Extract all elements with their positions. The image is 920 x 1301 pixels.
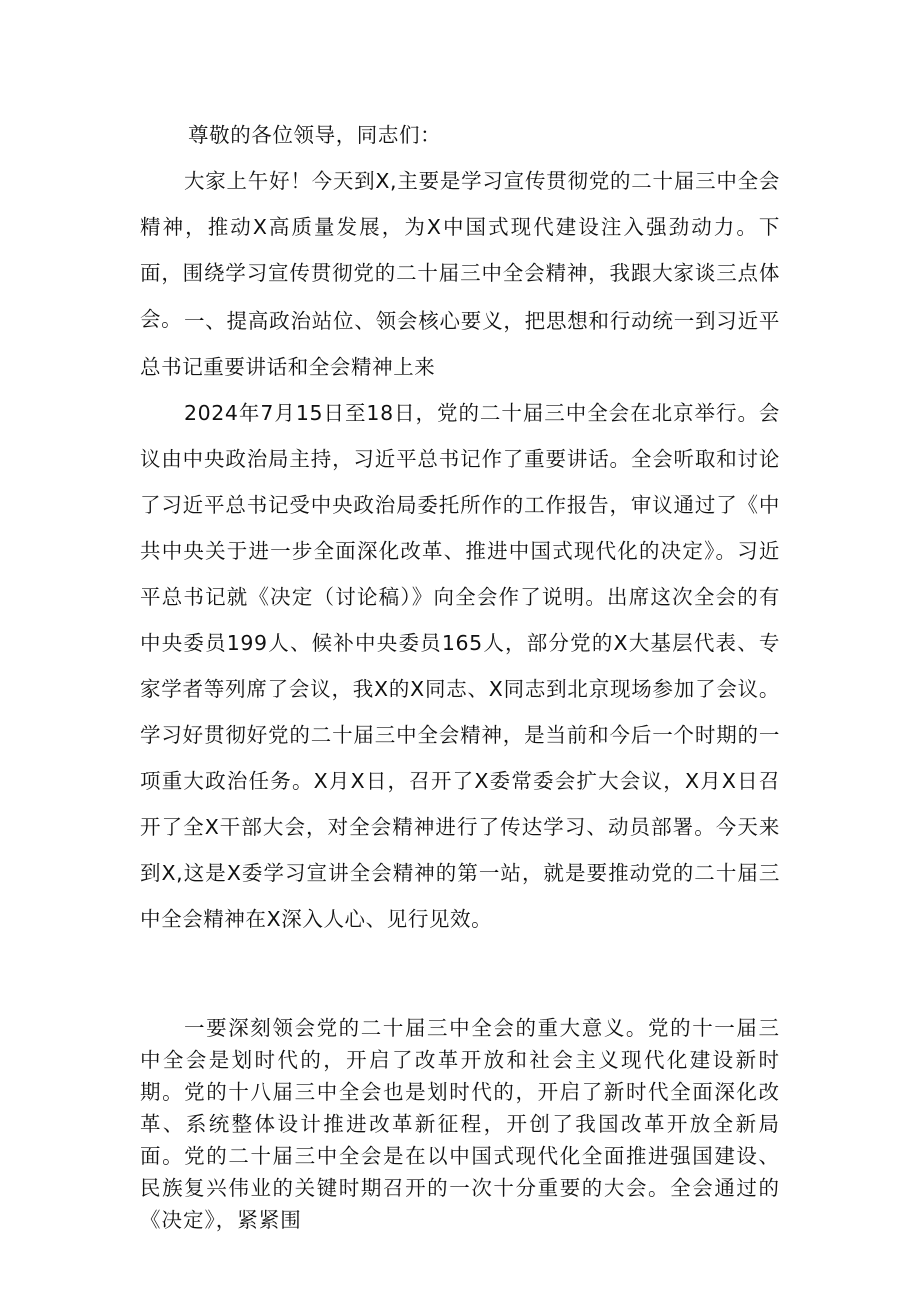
significance-paragraph: 一要深刻领会党的二十届三中全会的重大意义。党的十一届三中全会是划时代的，开启了改革开放和社会主义现代化建设新时期。党的十八届三中全会也是划时代的，开启了新时代全面深化改革、系统整体设计推进改革新征程，开创了我国改革开放全新局面。党的二十届三中全会是在以中国式现代化全面推进强国建设、民族复兴伟业的关键时期召开的一次十分重要的大会。全会通过的《决定》，紧紧围 [140,1016,780,1232]
meeting-paragraph: 2024年7月15日至18日，党的二十届三中全会在北京举行。会议由中央政治局主持，习近平总书记作了重要讲话。全会听取和讨论了习近平总书记受中央政治局委托所作的工作报告，审议通过了《中共中央关于进一步全面深化改革、推进中国式现代化的决定》。习近平总书记就《决定（讨论稿）》向全会作了说明。出席这次全会的有中央委员199人、候补中央委员165人，部分党的X大基层代表、专家学者等列席了会议，我X的X同志、X同志到北京现场参加了会议。学习好贯彻好党的二十届三中全会精神，是当前和今后一个时期的一项重大政治任务。X月X日，召开了X委常委会扩大会议，X月X日召开了全X干部大会，对全会精神进行了传达学习、动员部署。今天来到X,这是X委学习宣讲全会精神的第一站，就是要推动党的二十届三中全会精神在X深入人心、见行见效。 [140,401,780,931]
salutation: 尊敬的各位领导，同志们： [188,123,442,147]
opening-paragraph: 大家上午好！今天到X,主要是学习宣传贯彻党的二十届三中全会精神，推动X高质量发展，为X中国式现代建设注入强劲动力。下面，围绕学习宣传贯彻党的二十届三中全会精神，我跟大家谈三点体会。 [140,169,780,331]
section-heading-1: 一、提高政治站位、领会核心要义，把思想和行动统一到习近平总书记重要讲话和全会精神上来 [140,309,780,379]
